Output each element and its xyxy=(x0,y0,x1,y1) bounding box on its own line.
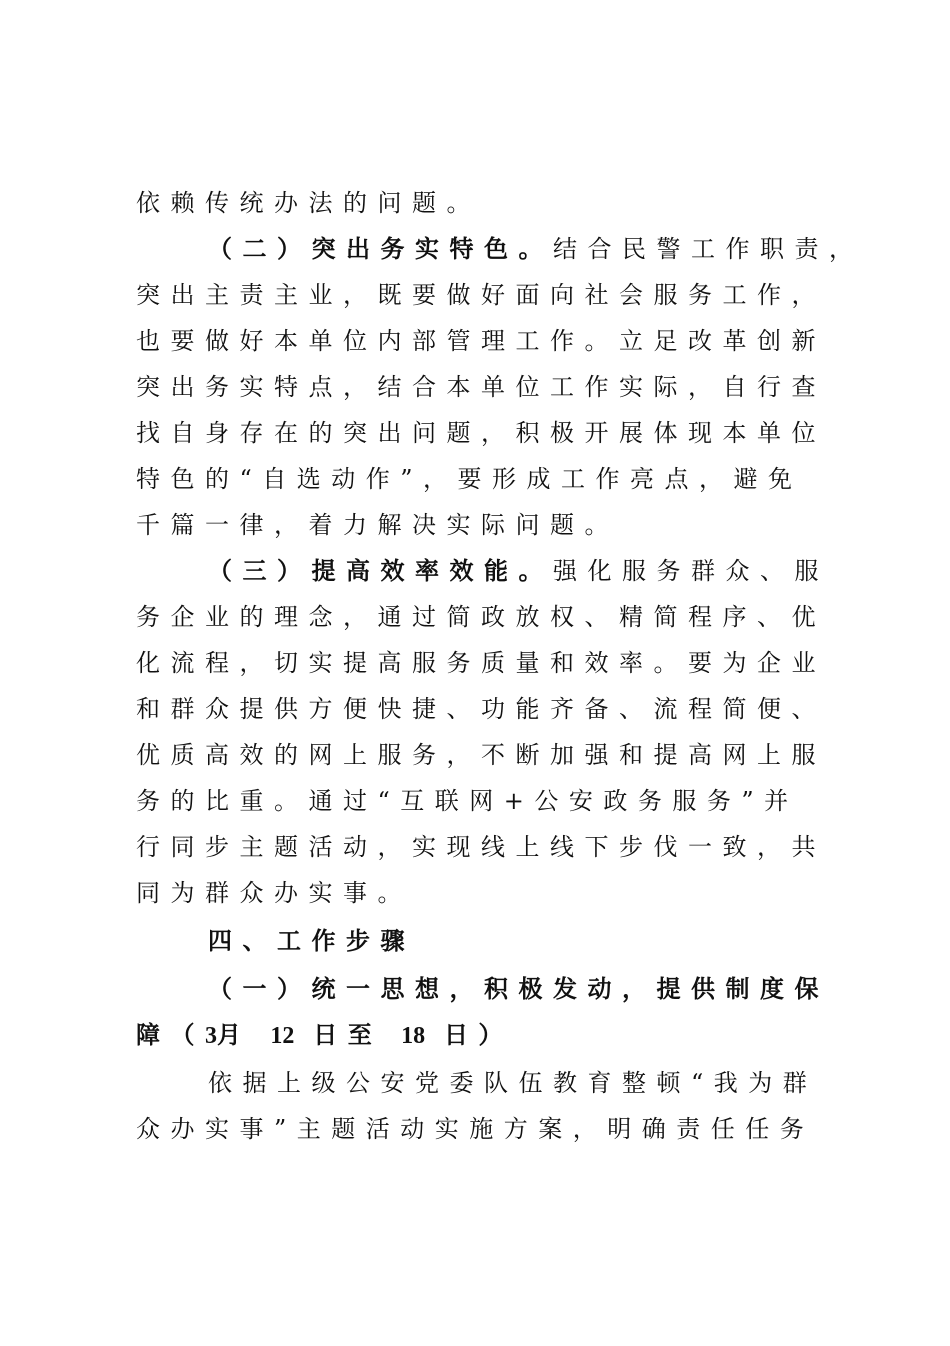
text-line: 优质高效的网上服务，不断加强和提高网上服 xyxy=(136,741,826,769)
date-number: 18 xyxy=(401,1023,426,1049)
subsection-heading: （一）统一思想，积极发动，提供制度保 xyxy=(208,974,829,1003)
paragraph-heading: （三）提高效率效能。 xyxy=(208,556,553,585)
text-line: 同为群众办实事。 xyxy=(136,879,412,907)
paragraph-3-first-line xyxy=(208,548,828,594)
section-heading: 四、工作步骤 xyxy=(208,926,415,955)
text-line: 务企业的理念，通过简政放权、精简程序、优 xyxy=(136,603,826,631)
heading-text: 月 xyxy=(217,1020,252,1049)
paragraph-text: 强化服务群众、服 xyxy=(553,557,829,585)
date-number: 12 xyxy=(270,1023,295,1049)
heading-text: 日至 xyxy=(313,1020,383,1049)
paragraph-2-first-line xyxy=(208,226,864,272)
text-line: 突出主责主业，既要做好面向社会服务工作， xyxy=(136,281,826,309)
subsection-heading-continued xyxy=(136,1012,826,1058)
text-line: 找自身存在的突出问题，积极开展体现本单位 xyxy=(136,419,826,447)
text-line: 千篇一律，着力解决实际问题。 xyxy=(136,511,619,539)
text-line: 特色的“自选动作”，要形成工作亮点，避免 xyxy=(136,465,803,493)
heading-text: 日） xyxy=(443,1020,513,1049)
text-line: 也要做好本单位内部管理工作。立足改革创新 xyxy=(136,327,826,355)
text-line: 行同步主题活动，实现线上线下步伐一致，共 xyxy=(136,833,826,861)
paragraph-heading: （二）突出务实特色。 xyxy=(208,234,553,263)
text-line: 务的比重。通过“互联网+公安政务服务”并 xyxy=(136,787,799,815)
date-number: 3 xyxy=(205,1023,217,1049)
paragraph-text: 结合民警工作职责， xyxy=(553,235,864,263)
heading-text: 障（ xyxy=(136,1020,205,1049)
text-line: 众办实事”主题活动实施方案，明确责任任务 xyxy=(136,1115,815,1143)
text-line: 化流程，切实提高服务质量和效率。要为企业 xyxy=(136,649,826,677)
text-line: 依赖传统办法的问题。 xyxy=(136,189,481,217)
text-line: 突出务实特点，结合本单位工作实际，自行查 xyxy=(136,373,826,401)
paragraph-4-first-line: 依据上级公安党委队伍教育整顿“我为群 xyxy=(208,1069,818,1097)
text-line: 和群众提供方便快捷、功能齐备、流程简便、 xyxy=(136,695,826,723)
